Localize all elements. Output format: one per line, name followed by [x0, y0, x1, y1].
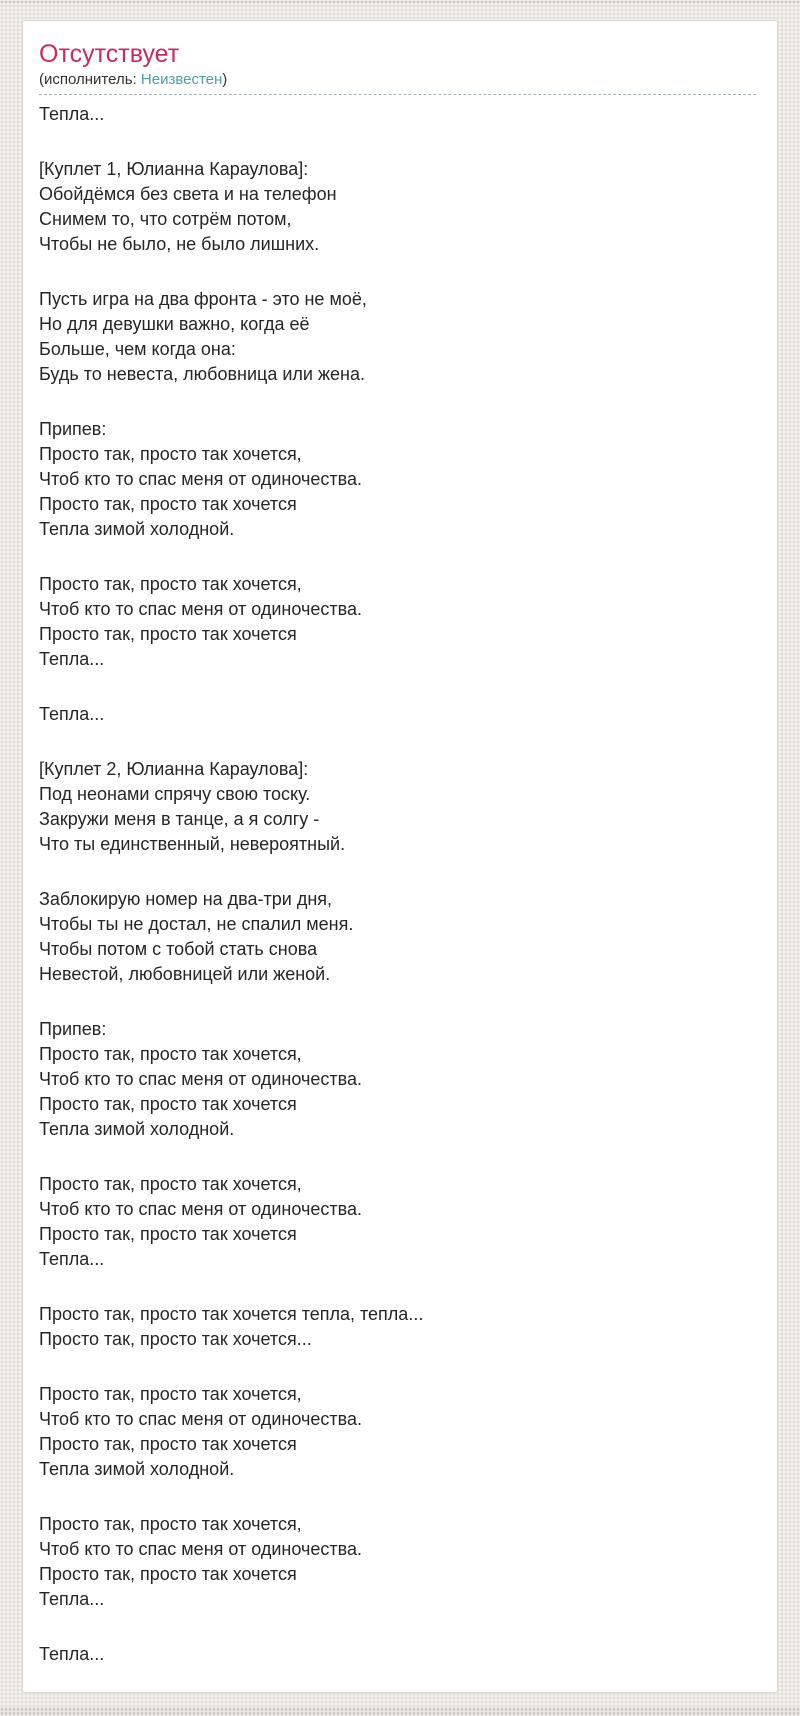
lyric-line: Просто так, просто так хочется: [39, 1094, 297, 1114]
lyric-line: Чтоб кто то спас меня от одиночества.: [39, 1539, 362, 1559]
lyric-line: Тепла...: [39, 104, 105, 124]
lyric-line: [Куплет 2, Юлианна Караулова]:: [39, 759, 309, 779]
lyric-line: Просто так, просто так хочется,: [39, 574, 302, 594]
stanza: [39, 102, 756, 127]
lyric-line: Припев:: [39, 419, 107, 439]
song-title: Отсутствует: [39, 40, 180, 68]
lyric-line: Просто так, просто так хочется,: [39, 1384, 302, 1404]
stanza: [39, 287, 756, 387]
lyric-line: Просто так, просто так хочется,: [39, 1044, 302, 1064]
song-header: [39, 21, 756, 95]
stanza: [39, 887, 756, 987]
stanza: [39, 417, 756, 542]
lyric-line: Просто так, просто так хочется...: [39, 1329, 312, 1349]
artist-label: (исполнитель:: [39, 71, 137, 88]
lyric-line: Просто так, просто так хочется: [39, 1564, 297, 1584]
lyric-line: Тепла...: [39, 1589, 105, 1609]
stanza: [39, 1017, 756, 1142]
lyric-line: Больше, чем когда она:: [39, 339, 236, 359]
lyric-line: Припев:: [39, 1019, 107, 1039]
lyric-line: Что ты единственный, невероятный.: [39, 834, 346, 854]
stanza: [39, 157, 756, 257]
lyric-line: Тепла зимой холодной.: [39, 1459, 235, 1479]
lyric-line: Тепла...: [39, 704, 105, 724]
stanza: [39, 1172, 756, 1272]
lyric-line: Под неонами спрячу свою тоску.: [39, 784, 311, 804]
lyric-line: Просто так, просто так хочется: [39, 1224, 297, 1244]
lyric-line: Чтоб кто то спас меня от одиночества.: [39, 469, 362, 489]
lyric-line: Чтобы не было, не было лишних.: [39, 234, 320, 254]
lyric-line: Просто так, просто так хочется,: [39, 1514, 302, 1534]
lyric-line: Тепла...: [39, 1249, 105, 1269]
page-bottom-texture-band: [0, 1707, 800, 1716]
lyric-line: Чтоб кто то спас меня от одиночества.: [39, 599, 362, 619]
lyric-line: Невестой, любовницей или женой.: [39, 964, 331, 984]
stanza: [39, 702, 756, 727]
lyric-line: Просто так, просто так хочется,: [39, 444, 302, 464]
lyric-line: Чтобы ты не достал, не спалил меня.: [39, 914, 354, 934]
lyric-line: [Куплет 1, Юлианна Караулова]:: [39, 159, 309, 179]
lyric-line: Тепла зимой холодной.: [39, 1119, 235, 1139]
lyric-line: Закружи меня в танце, а я солгу -: [39, 809, 320, 829]
lyric-line: Чтоб кто то спас меня от одиночества.: [39, 1409, 362, 1429]
lyric-line: Просто так, просто так хочется: [39, 624, 297, 644]
stanza: [39, 1302, 756, 1352]
lyric-line: Просто так, просто так хочется тепла, тепла...: [39, 1304, 424, 1324]
stanza: [39, 1382, 756, 1482]
lyric-line: Но для девушки важно, когда её: [39, 314, 310, 334]
stanza: [39, 757, 756, 857]
lyric-line: Тепла зимой холодной.: [39, 519, 235, 539]
lyric-line: Обойдёмся без света и на телефон: [39, 184, 337, 204]
lyrics-card: [22, 20, 778, 1693]
lyric-line: Чтоб кто то спас меня от одиночества.: [39, 1199, 362, 1219]
page-top-texture-band: [0, 0, 800, 4]
lyric-line: Чтоб кто то спас меня от одиночества.: [39, 1069, 362, 1089]
artist-link[interactable]: Неизвестен: [140, 71, 223, 88]
lyric-line: Снимем то, что сотрём потом,: [39, 209, 292, 229]
lyrics-text: [23, 95, 777, 1667]
lyric-line: Пусть игра на два фронта - это не моё,: [39, 289, 367, 309]
lyric-line: Заблокирую номер на два-три дня,: [39, 889, 333, 909]
lyric-line: Просто так, просто так хочется: [39, 1434, 297, 1454]
lyric-line: Чтобы потом с тобой стать снова: [39, 939, 318, 959]
artist-label-suffix: ): [222, 71, 228, 88]
lyric-line: Тепла...: [39, 649, 105, 669]
stanza: [39, 1512, 756, 1612]
stanza: [39, 1642, 756, 1667]
lyric-line: Просто так, просто так хочется: [39, 494, 297, 514]
lyric-line: Будь то невеста, любовница или жена.: [39, 364, 365, 384]
lyric-line: Просто так, просто так хочется,: [39, 1174, 302, 1194]
lyric-line: Тепла...: [39, 1644, 105, 1664]
stanza: [39, 572, 756, 672]
artist-line: [39, 70, 756, 89]
